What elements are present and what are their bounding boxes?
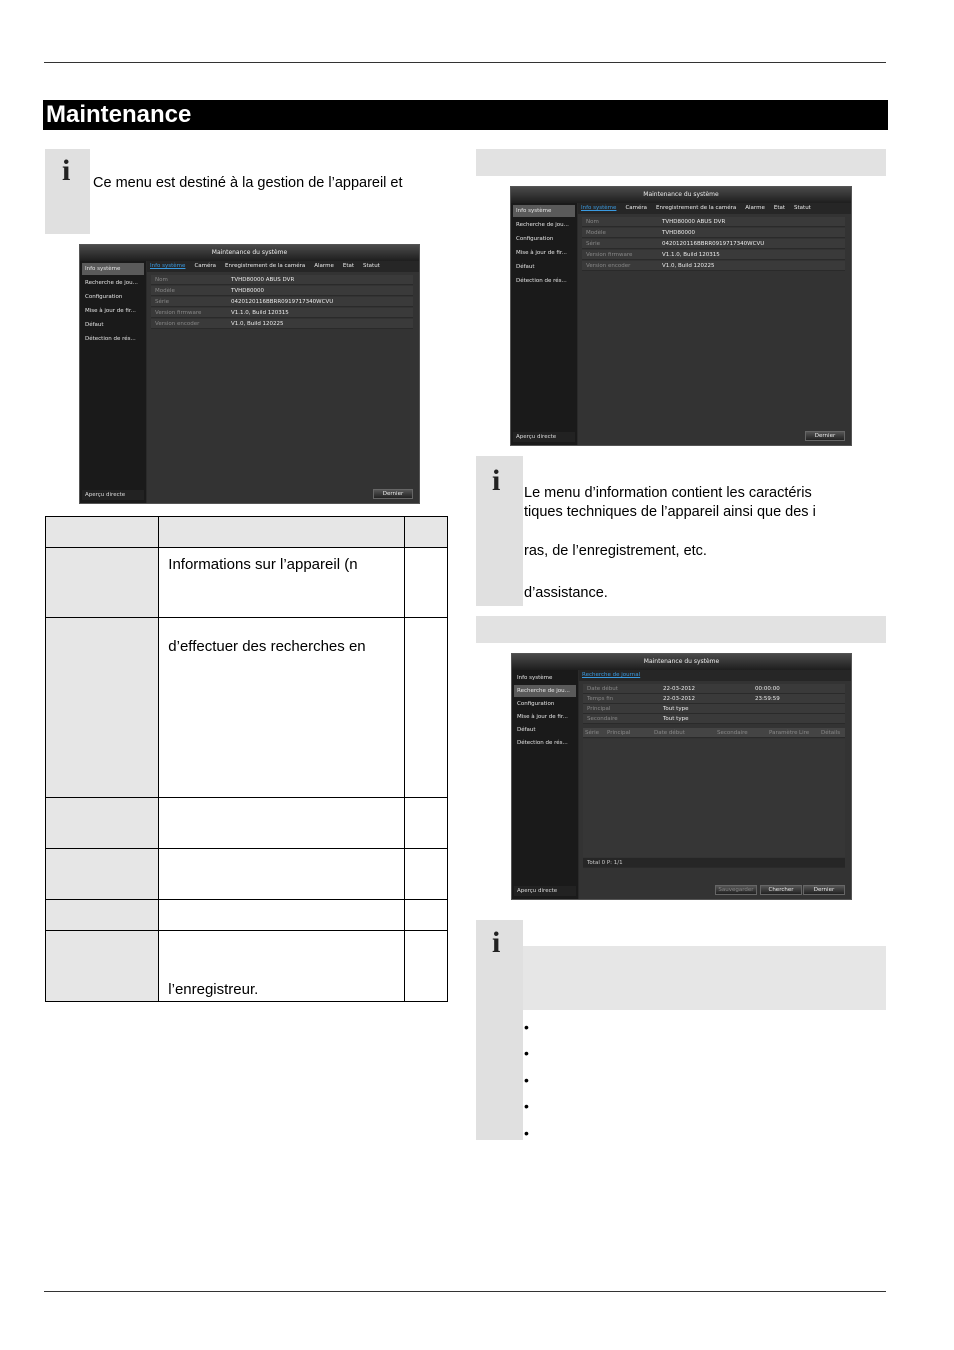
dvr-sidebar — [512, 670, 578, 899]
sidebar-item-info[interactable]: Info système — [82, 263, 144, 275]
info-row: Série 0420120116BBRR0919717340WCVU — [582, 239, 845, 249]
info-row: Série 0420120116BBRR0919717340WCVU — [151, 297, 413, 307]
info-row: Version firmware V1.1.0, Build 120315 — [582, 250, 845, 260]
info-icon: i — [492, 926, 501, 959]
tab-state[interactable]: Etat — [773, 205, 786, 211]
note-info — [476, 456, 886, 606]
table-header — [46, 517, 448, 548]
bullet: • — [524, 1045, 529, 1061]
tab-recording[interactable]: Enregistrement de la caméra — [656, 205, 737, 211]
info-row: Modèle TVHD80000 — [582, 228, 845, 238]
sidebar-item-default[interactable]: Défaut — [516, 264, 535, 270]
tab-recording[interactable]: Enregistrement de la caméra — [225, 263, 306, 269]
table-row: l’enregistreur. — [46, 931, 448, 1002]
sidebar-item-network[interactable]: Détection de rés... — [85, 336, 136, 342]
dvr-header: Maintenance du système — [511, 187, 851, 203]
log-total: Total 0 P: 1/1 — [583, 858, 845, 868]
note-info-line4: d’assistance. — [524, 585, 608, 601]
dvr-header: Maintenance du système — [80, 245, 419, 261]
note-top — [45, 149, 454, 234]
tab-camera[interactable]: Caméra — [625, 205, 648, 211]
tab-state[interactable]: Etat — [342, 263, 355, 269]
sidebar-item-config[interactable]: Configuration — [516, 236, 554, 242]
sidebar-item-info[interactable]: Info système — [517, 675, 553, 681]
tab-info[interactable]: Info système — [150, 263, 186, 269]
tab-status[interactable]: Statut — [363, 263, 380, 269]
sidebar-item-firmware[interactable]: Mise à jour de fir... — [516, 250, 567, 256]
table-row — [46, 798, 448, 849]
note-top-text: Ce menu est destiné à la gestion de l’appareil et — [90, 149, 454, 234]
log-filter-row: Secondaire Tout type — [583, 714, 845, 724]
dvr-tabs — [579, 670, 851, 681]
sidebar-item-firmware[interactable]: Mise à jour de fir... — [85, 308, 136, 314]
sidebar-item-config[interactable]: Configuration — [517, 701, 555, 707]
sidebar-item-log[interactable]: Recherche de jou... — [516, 222, 569, 228]
info-row: Version encoder V1.0, Build 120225 — [151, 319, 413, 329]
dvr-sidebar — [511, 203, 577, 445]
dvr-main — [147, 261, 419, 503]
tab-alarm[interactable]: Alarme — [745, 205, 765, 211]
sidebar-item-log[interactable]: Recherche de jou... — [514, 685, 576, 697]
log-filter-row: Date début 22-03-2012 00:00:00 — [583, 684, 845, 694]
sidebar-item-info[interactable]: Info système — [513, 205, 575, 217]
bullet: • — [524, 1072, 529, 1088]
tab-info[interactable]: Info système — [581, 205, 617, 211]
note-info-line2: tiques techniques de l’appareil ainsi que des i — [524, 504, 816, 520]
search-button[interactable]: Chercher — [760, 885, 802, 895]
table-row — [46, 849, 448, 900]
sidebar-item-firmware[interactable]: Mise à jour de fir... — [517, 714, 568, 720]
sidebar-item-config[interactable]: Configuration — [85, 294, 123, 300]
live-view-button[interactable]: Aperçu directe — [513, 432, 575, 442]
feature-table — [45, 516, 448, 1002]
sidebar-item-network[interactable]: Détection de rés... — [517, 740, 568, 746]
dvr-main — [579, 670, 851, 899]
info-row: Nom TVHD80000 ABUS DVR — [151, 275, 413, 285]
sidebar-item-log[interactable]: Recherche de jou... — [85, 280, 138, 286]
back-button[interactable]: Dernier — [803, 885, 845, 895]
log-column-header: Série Principal Date début Secondaire Paramètre Lire Détails — [583, 728, 845, 738]
table-row: d’effectuer des recherches en — [46, 618, 448, 798]
log-filter-row: Principal Tout type — [583, 704, 845, 714]
bottom-rule — [44, 1291, 886, 1292]
log-results-area — [583, 739, 845, 857]
dvr-tabs — [147, 261, 419, 272]
dvr-tabs — [578, 203, 851, 214]
top-rule — [44, 62, 886, 63]
bullet: • — [524, 1019, 529, 1035]
back-button[interactable]: Dernier — [373, 489, 413, 499]
tab-log-search[interactable]: Recherche de journal — [582, 672, 641, 678]
info-row: Version firmware V1.1.0, Build 120315 — [151, 308, 413, 318]
sidebar-item-network[interactable]: Détection de rés... — [516, 278, 567, 284]
sidebar-item-default[interactable]: Défaut — [85, 322, 104, 328]
section-bar — [476, 149, 886, 176]
live-view-button[interactable]: Aperçu directe — [514, 886, 576, 896]
tab-alarm[interactable]: Alarme — [314, 263, 334, 269]
tab-status[interactable]: Statut — [794, 205, 811, 211]
info-row: Nom TVHD80000 ABUS DVR — [582, 217, 845, 227]
dvr-header: Maintenance du système — [512, 654, 851, 670]
bullet: • — [524, 1125, 529, 1141]
info-icon: i — [62, 154, 71, 187]
live-view-button[interactable]: Aperçu directe — [82, 490, 144, 500]
table-row — [46, 900, 448, 931]
section-bar — [476, 616, 886, 643]
info-icon: i — [492, 464, 501, 497]
save-button[interactable]: Sauvegarder — [715, 885, 757, 895]
table-row: Informations sur l’appareil (n — [46, 548, 448, 618]
tab-camera[interactable]: Caméra — [194, 263, 217, 269]
dvr-screen-info-right — [510, 186, 852, 446]
sidebar-item-default[interactable]: Défaut — [517, 727, 536, 733]
dvr-screen-log — [511, 653, 852, 900]
dvr-screen-info-left — [79, 244, 420, 504]
info-row: Modèle TVHD80000 — [151, 286, 413, 296]
note-info-line3: ras, de l’enregistrement, etc. — [524, 543, 707, 559]
bullet: • — [524, 1098, 529, 1114]
dvr-main — [578, 203, 851, 445]
back-button[interactable]: Dernier — [805, 431, 845, 441]
dvr-sidebar — [80, 261, 146, 503]
log-filter-row: Temps fin 22-03-2012 23:59:59 — [583, 694, 845, 704]
note-info-line1: Le menu d’information contient les caractéris — [524, 485, 812, 501]
note-bullets — [476, 920, 886, 1140]
page-title: Maintenance — [43, 100, 888, 130]
info-row: Version encoder V1.0, Build 120225 — [582, 261, 845, 271]
